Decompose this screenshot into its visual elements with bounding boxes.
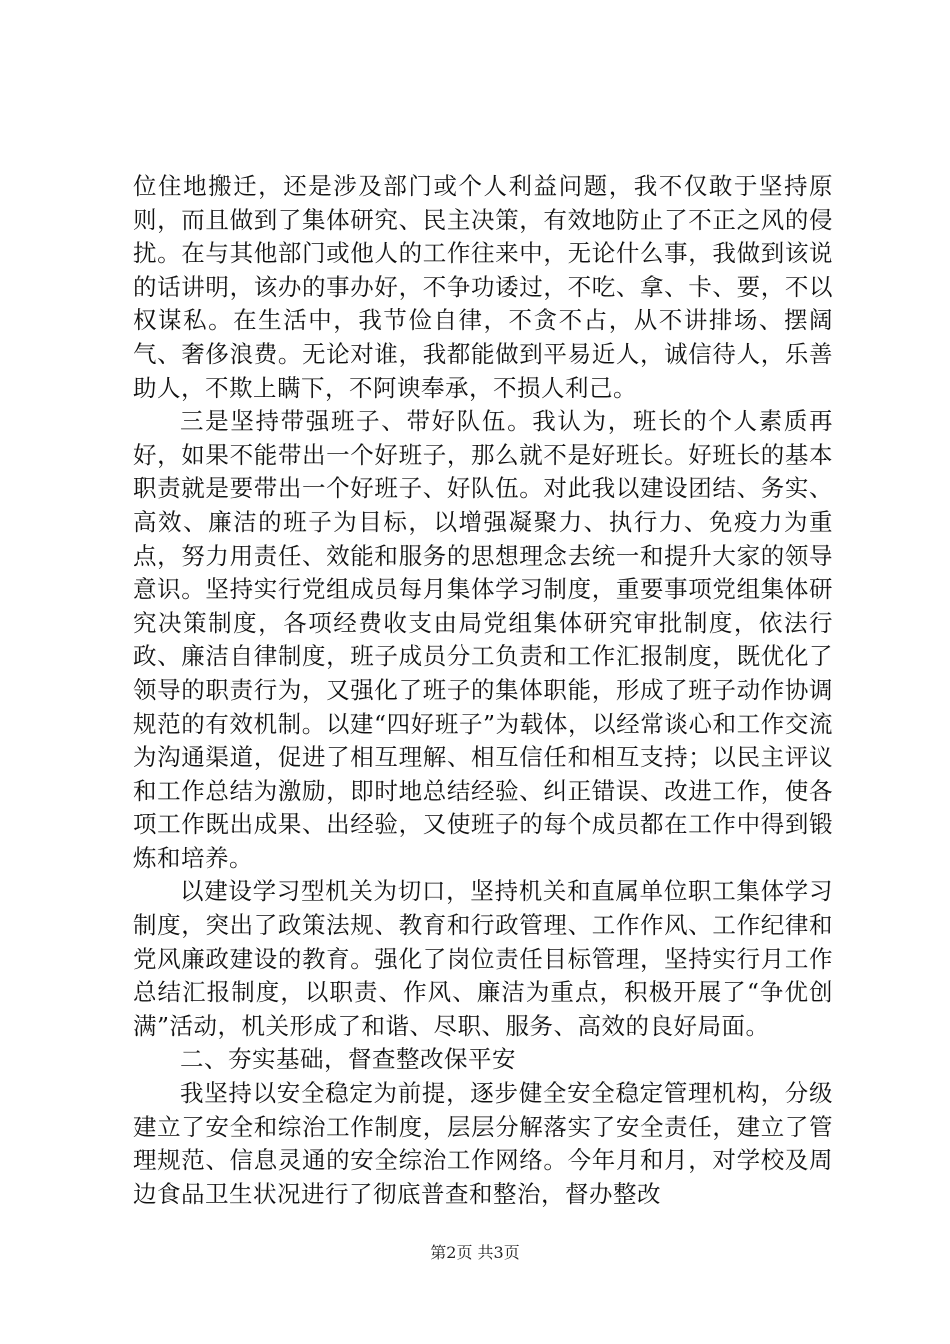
page-number-footer: 第2页 共3页 — [430, 1243, 520, 1262]
paragraph-safety: 我坚持以安全稳定为前提，逐步健全安全稳定管理机构，分级建立了安全和综治工作制度，层层分解落实了安全责任，建立了管理规范、信息灵通的安全综治工作网络。今年月和月，对学校及周边食品卫生状况进行了彻底普查和整治，督办整改 — [133, 1079, 833, 1208]
paragraph-continuation: 位住地搬迁，还是涉及部门或个人利益问题，我不仅敢于坚持原则，而且做到了集体研究、民主决策，有效地防止了不正之风的侵扰。在与其他部门或他人的工作往来中，无论什么事，我做到该说的话讲明，该办的事办好，不争功诿过，不吃、拿、卡、要，不以权谋私。在生活中，我节俭自律，不贪不占，从不讲排场、摆阔气、奢侈浪费。无论对谁，我都能做到平易近人，诚信待人，乐善助人，不欺上瞒下，不阿谀奉承，不损人利己。 — [133, 172, 833, 402]
paragraph-learning-organization: 以建设学习型机关为切口，坚持机关和直属单位职工集体学习制度，突出了政策法规、教育和行政管理、工作作风、工作纪律和党风廉政建设的教育。强化了岗位责任目标管理，坚持实行月工作总结汇报制度，以职责、作风、廉洁为重点，积极开展了“争优创满”活动，机关形成了和谐、尽职、服务、高效的良好局面。 — [133, 877, 833, 1040]
document-body — [133, 170, 833, 1211]
section-heading: 二、夯实基础，督查整改保平安 — [180, 1045, 516, 1074]
paragraph-team-building: 三是坚持带强班子、带好队伍。我认为，班长的个人素质再好，如果不能带出一个好班子，那么就不是好班长。好班长的基本职责就是要带出一个好班子、好队伍。对此我以建设团结、务实、高效、廉洁的班子为目标，以增强凝聚力、执行力、免疫力为重点，努力用责任、效能和服务的思想理念去统一和提升大家的领导意识。坚持实行党组成员每月集体学习制度，重要事项党组集体研究决策制度，各项经费收支由局党组集体研究审批制度，依法行政、廉洁自律制度，班子成员分工负责和工作汇报制度，既优化了领导的职责行为，又强化了班子的集体职能，形成了班子动作协调规范的有效机制。以建“四好班子”为载体，以经常谈心和工作交流为沟通渠道，促进了相互理解、相互信任和相互支持；以民主评议和工作总结为激励，即时地总结经验、纠正错误、改进工作，使各项工作既出成果、出经验，又使班子的每个成员都在工作中得到锻炼和培养。 — [133, 407, 833, 872]
